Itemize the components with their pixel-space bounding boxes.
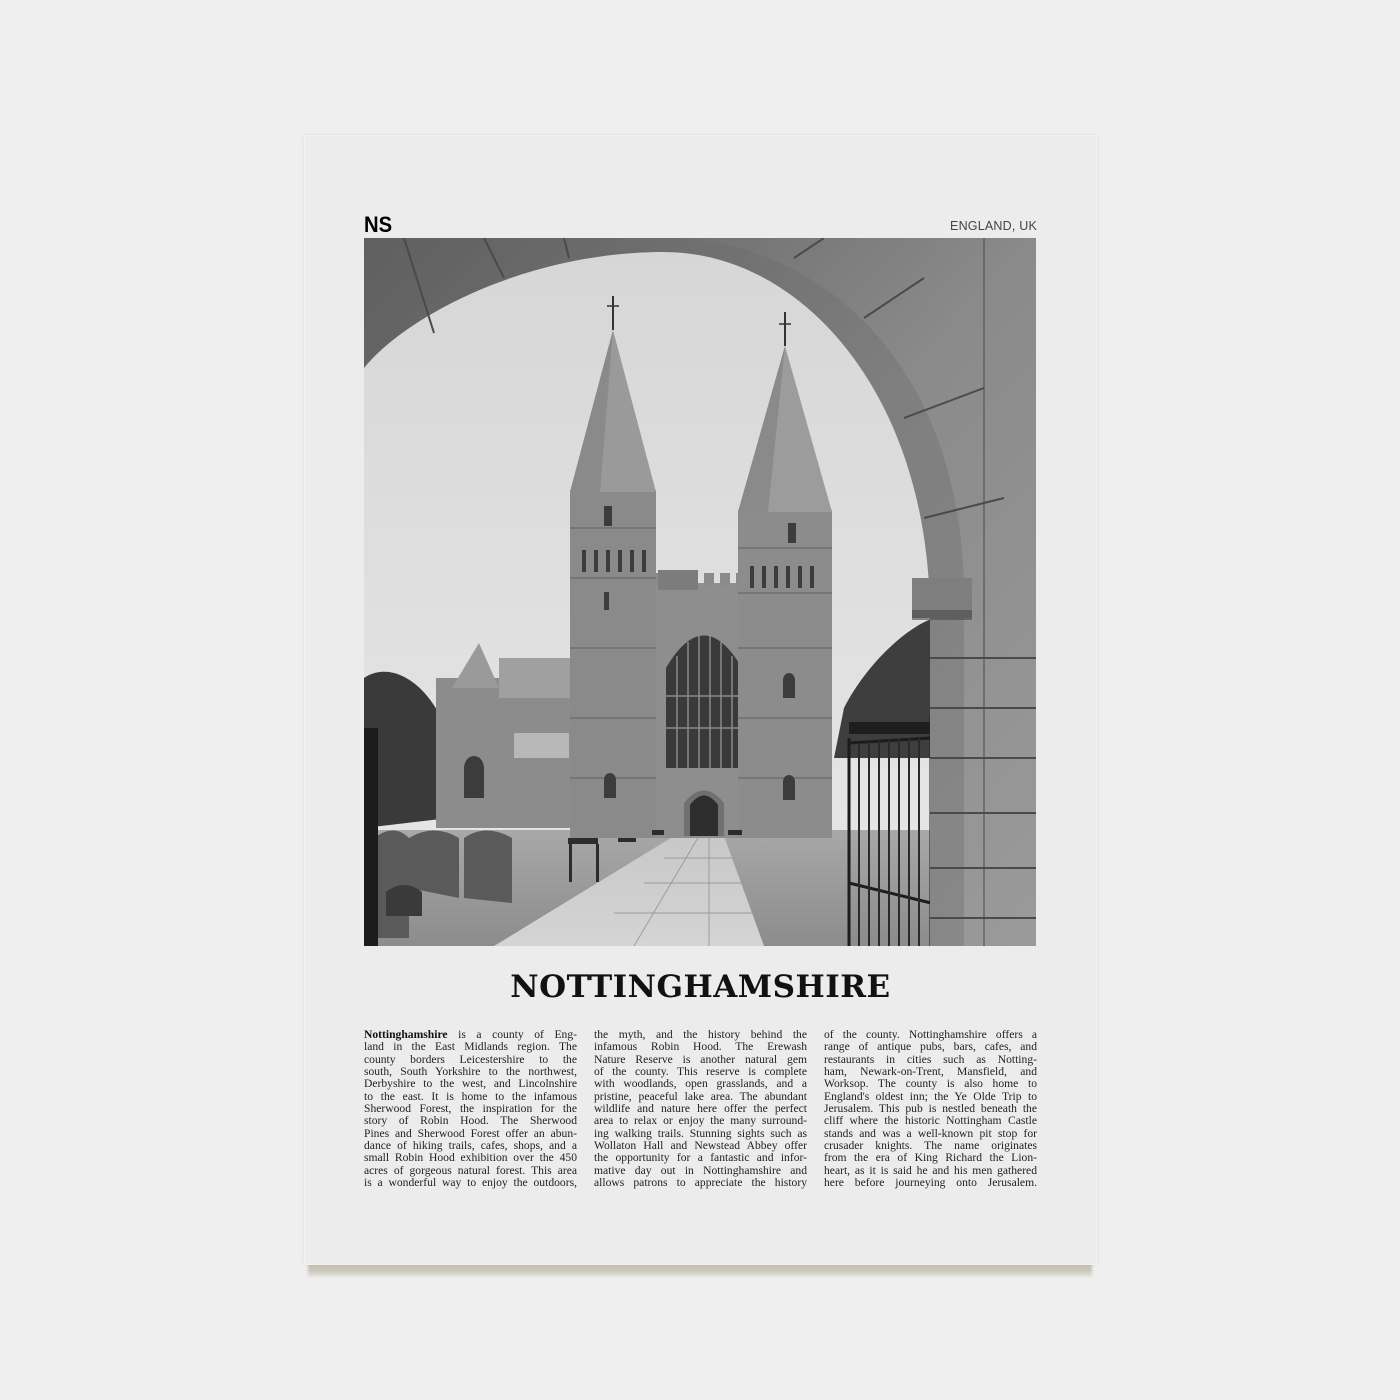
text-line: of the county. Nottinghamshire offers a bbox=[824, 1028, 1037, 1041]
text-line: is a wonderful way to enjoy the outdoors, bbox=[364, 1176, 577, 1190]
text-line: Wollaton Hall and Newstead Abbey offer bbox=[594, 1139, 807, 1153]
description-column-3 bbox=[824, 1029, 1037, 1199]
text-line: Jerusalem. This pub is nestled beneath the bbox=[824, 1102, 1037, 1116]
text-line: with woodlands, open grasslands, and a bbox=[594, 1077, 807, 1091]
text-line: Sherwood Forest, the inspiration for the bbox=[364, 1102, 577, 1116]
text-line: of the county. This reserve is complete bbox=[594, 1065, 807, 1079]
description-column-2 bbox=[594, 1029, 807, 1199]
text-line: from the era of King Richard the Lion- bbox=[824, 1151, 1037, 1165]
text-line: to the east. It is home to the infamous bbox=[364, 1089, 577, 1103]
poster bbox=[304, 135, 1097, 1265]
lead-bold-word: Nottinghamshire bbox=[364, 1028, 448, 1041]
text-line: Derbyshire to the west, and Lincolnshire bbox=[364, 1077, 577, 1091]
text-line: Worksop. The county is also home to bbox=[824, 1077, 1037, 1091]
cathedral-photo bbox=[364, 238, 1036, 946]
description-columns bbox=[364, 1029, 1037, 1199]
location-label: ENGLAND, UK bbox=[950, 219, 1037, 233]
text-line: restaurants in cities such as Notting- bbox=[824, 1052, 1037, 1066]
text-line: acres of gorgeous natural forest. This area bbox=[364, 1163, 577, 1177]
text-line: county borders Leicestershire to the bbox=[364, 1052, 577, 1066]
text-line: mative day out in Nottinghamshire and bbox=[594, 1163, 807, 1177]
text-line: the myth, and the history behind the bbox=[594, 1028, 807, 1041]
text-line: land in the East Midlands region. The bbox=[364, 1040, 577, 1054]
text-line: allows patrons to appreciate the history bbox=[594, 1176, 807, 1190]
text-line: pristine, peaceful lake area. The abundant bbox=[594, 1089, 807, 1103]
text-line: crusader knights. The name originates bbox=[824, 1139, 1037, 1153]
text-line: ham, Newark-on-Trent, Mansfield, and bbox=[824, 1065, 1037, 1079]
text-line: wildlife and nature here offer the perfect bbox=[594, 1102, 807, 1116]
text-line: area to relax or enjoy the many surround- bbox=[594, 1114, 807, 1128]
poster-title: NOTTINGHAMSHIRE bbox=[510, 969, 891, 1005]
text-line: ing walking trails. Stunning sights such as bbox=[594, 1126, 807, 1140]
text-line: cliff where the historic Nottingham Castle bbox=[824, 1114, 1037, 1128]
text-line: Nature Reserve is another natural gem bbox=[594, 1052, 807, 1066]
text-line: here before journeying onto Jerusalem. bbox=[824, 1176, 1037, 1190]
text-line: stands and was a well-known pit stop for bbox=[824, 1126, 1037, 1140]
text-line: Pines and Sherwood Forest offer an abun- bbox=[364, 1126, 577, 1140]
monogram: NS bbox=[364, 212, 393, 237]
text-line: story of Robin Hood. The Sherwood bbox=[364, 1114, 577, 1128]
text-line: Nottinghamshire is a county of Eng- bbox=[364, 1028, 577, 1041]
text-line: heart, as it is said he and his men gathered bbox=[824, 1163, 1037, 1177]
text-line: small Robin Hood exhibition over the 450 bbox=[364, 1151, 577, 1165]
text-line: England's oldest inn; the Ye Olde Trip to bbox=[824, 1089, 1037, 1103]
text-line: range of antique pubs, bars, cafes, and bbox=[824, 1040, 1037, 1054]
text-line: infamous Robin Hood. The Erewash bbox=[594, 1040, 807, 1054]
text-line: the opportunity for a fantastic and infor- bbox=[594, 1151, 807, 1165]
text-line: south, South Yorkshire to the northwest, bbox=[364, 1065, 577, 1079]
text-line: dance of hiking trails, cafes, shops, and a bbox=[364, 1139, 577, 1153]
description-column-1 bbox=[364, 1029, 577, 1199]
